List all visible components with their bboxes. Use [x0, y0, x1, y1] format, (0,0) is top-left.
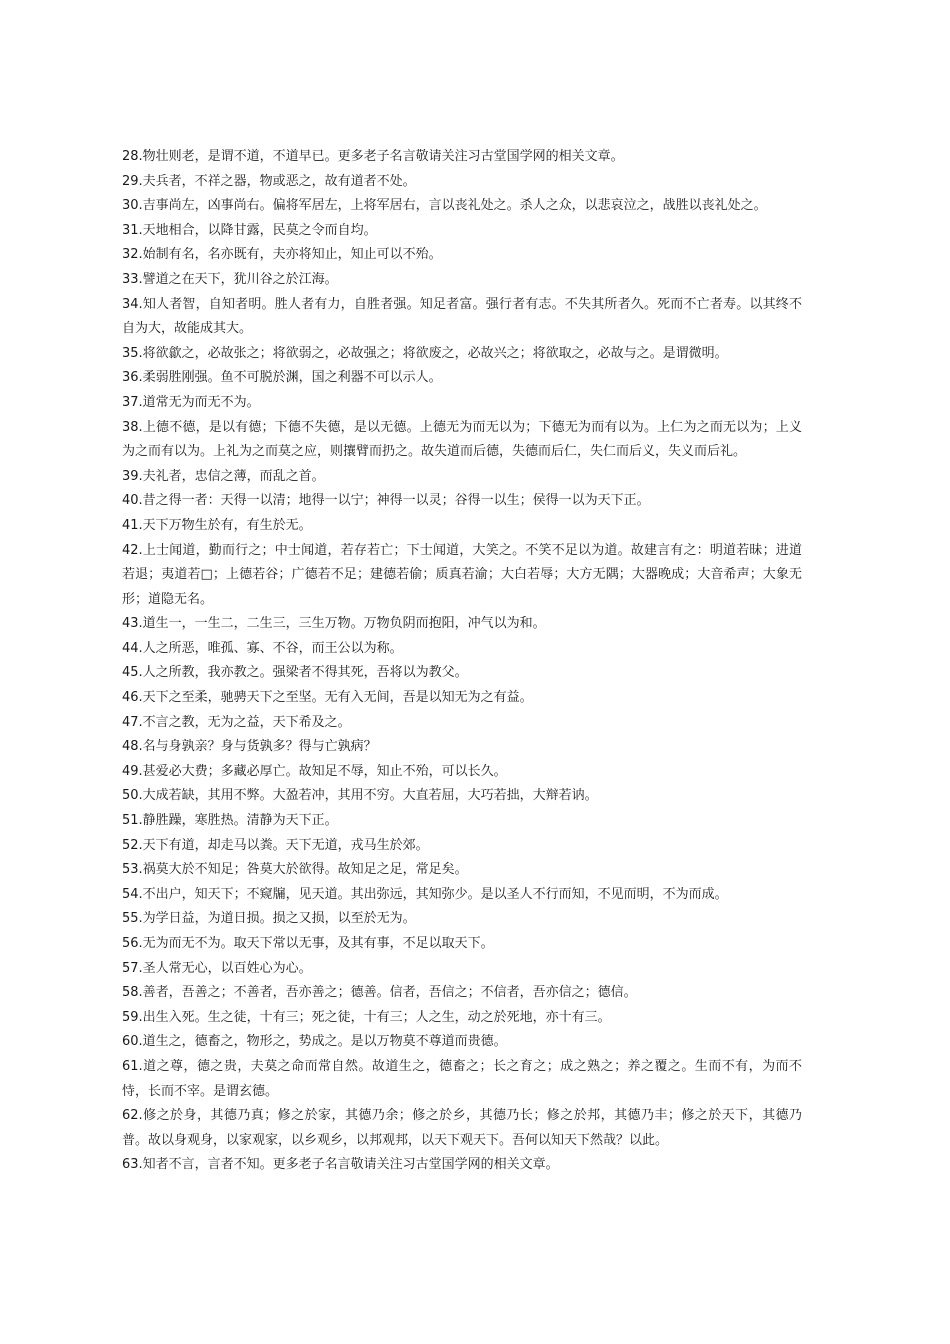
quote-32: 32.始制有名，名亦既有，夫亦将知止，知止可以不殆。	[122, 247, 442, 263]
quote-47: 47.不言之教，无为之益，天下希及之。	[122, 714, 351, 730]
quote-60: 60.道生之，德畜之，物形之，势成之。是以万物莫不尊道而贵德。	[122, 1034, 507, 1050]
quote-59: 59.出生入死。生之徒，十有三；死之徒，十有三；人之生，动之於死地，亦十有三。	[122, 1009, 611, 1025]
quote-38: 38.上德不德，是以有德；下德不失德，是以无德。上德无为而无以为；下德无为而有以为。上仁为之而无以为；上义为之而有以为。上礼为之而莫之应，则攘臂而扔之。故失道而后德，失德而后仁，失仁而后义，失义而后礼。	[122, 419, 802, 460]
quote-48: 48.名与身孰亲？身与货孰多？得与亡孰病？	[122, 739, 377, 755]
quote-62: 62.修之於身，其德乃真；修之於家，其德乃余；修之於乡，其德乃长；修之於邦，其德乃丰；修之於天下，其德乃普。故以身观身，以家观家，以乡观乡，以邦观邦，以天下观天下。吾何以知天下然哉？以此。	[122, 1108, 802, 1148]
quote-43: 43.道生一，一生二，二生三，三生万物。万物负阴而抱阳，冲气以为和。	[122, 616, 546, 632]
quote-31: 31.天地相合，以降甘露，民莫之令而自均。	[122, 222, 377, 238]
quote-52: 52.天下有道，却走马以粪。天下无道，戎马生於郊。	[122, 837, 429, 853]
quote-44: 44.人之所恶，唯孤、寡、不谷，而王公以为称。	[122, 640, 403, 656]
quote-55: 55.为学日益，为道日损。损之又损，以至於无为。	[122, 911, 416, 927]
quote-28: 28.物壮则老，是谓不道，不道早已。更多老子名言敬请关注习古堂国学网的相关文章。	[122, 149, 624, 164]
quote-56: 56.无为而无不为。取天下常以无事，及其有事，不足以取天下。	[122, 936, 494, 951]
quote-58: 58.善者，吾善之；不善者，吾亦善之；德善。信者，吾信之；不信者，吾亦信之；德信。	[122, 985, 637, 1001]
quote-39: 39.夫礼者，忠信之薄，而乱之首。	[122, 468, 325, 484]
quote-42: 42.上士闻道，勤而行之；中士闻道，若存若亡；下士闻道，大笑之。不笑不足以为道。故建言有之：明道若昧；进道若退；夷道若□；上德若谷；广德若不足；建德若偷；质真若渝；大白若辱；大方无隅；大器晚成；大音希声；大象无形；道隐无名。	[122, 542, 802, 607]
quote-29: 29.夫兵者，不祥之器，物或恶之，故有道者不处。	[122, 173, 416, 189]
quote-46: 46.天下之至柔，驰骋天下之至坚。无有入无间，吾是以知无为之有益。	[122, 690, 533, 706]
quote-50: 50.大成若缺，其用不弊。大盈若冲，其用不穷。大直若屈，大巧若拙，大辩若讷。	[122, 788, 598, 804]
document-body	[122, 145, 802, 1178]
quote-30: 30.吉事尚左，凶事尚右。偏将军居左，上将军居右，言以丧礼处之。杀人之众，以悲哀泣之，战胜以丧礼处之。	[122, 198, 767, 214]
quote-33: 33.譬道之在天下，犹川谷之於江海。	[122, 271, 338, 287]
quote-45: 45.人之所教，我亦教之。强梁者不得其死，吾将以为教父。	[122, 665, 468, 681]
quote-54: 54.不出户，知天下；不窥牖，见天道。其出弥远，其知弥少。是以圣人不行而知，不见而明，不为而成。	[122, 886, 728, 902]
quote-51: 51.静胜躁，寒胜热。清静为天下正。	[122, 813, 338, 829]
quote-63: 63.知者不言，言者不知。更多老子名言敬请关注习古堂国学网的相关文章。	[122, 1157, 559, 1173]
quote-53: 53.祸莫大於不知足；咎莫大於欲得。故知足之足，常足矣。	[122, 862, 468, 878]
quote-41: 41.天下万物生於有，有生於无。	[122, 517, 312, 533]
quote-61: 61.道之尊，德之贵，夫莫之命而常自然。故道生之，德畜之；长之育之；成之熟之；养之覆之。生而不有，为而不恃，长而不宰。是谓玄德。	[122, 1058, 802, 1099]
quote-34: 34.知人者智，自知者明。胜人者有力，自胜者强。知足者富。强行者有志。不失其所者久。死而不亡者寿。以其终不自为大，故能成其大。	[122, 296, 802, 337]
quote-49: 49.甚爱必大费；多藏必厚亡。故知足不辱，知止不殆，可以长久。	[122, 763, 507, 779]
quote-57: 57.圣人常无心，以百姓心为心。	[122, 960, 312, 976]
quote-36: 36.柔弱胜刚强。鱼不可脱於渊，国之利器不可以示人。	[122, 370, 442, 386]
quote-35: 35.将欲歙之，必故张之；将欲弱之，必故强之；将欲废之，必故兴之；将欲取之，必故与之。是谓微明。	[122, 345, 728, 361]
quote-40: 40.昔之得一者：天得一以清；地得一以宁；神得一以灵；谷得一以生；侯得一以为天下正。	[122, 493, 650, 509]
quote-37: 37.道常无为而无不为。	[122, 394, 260, 410]
